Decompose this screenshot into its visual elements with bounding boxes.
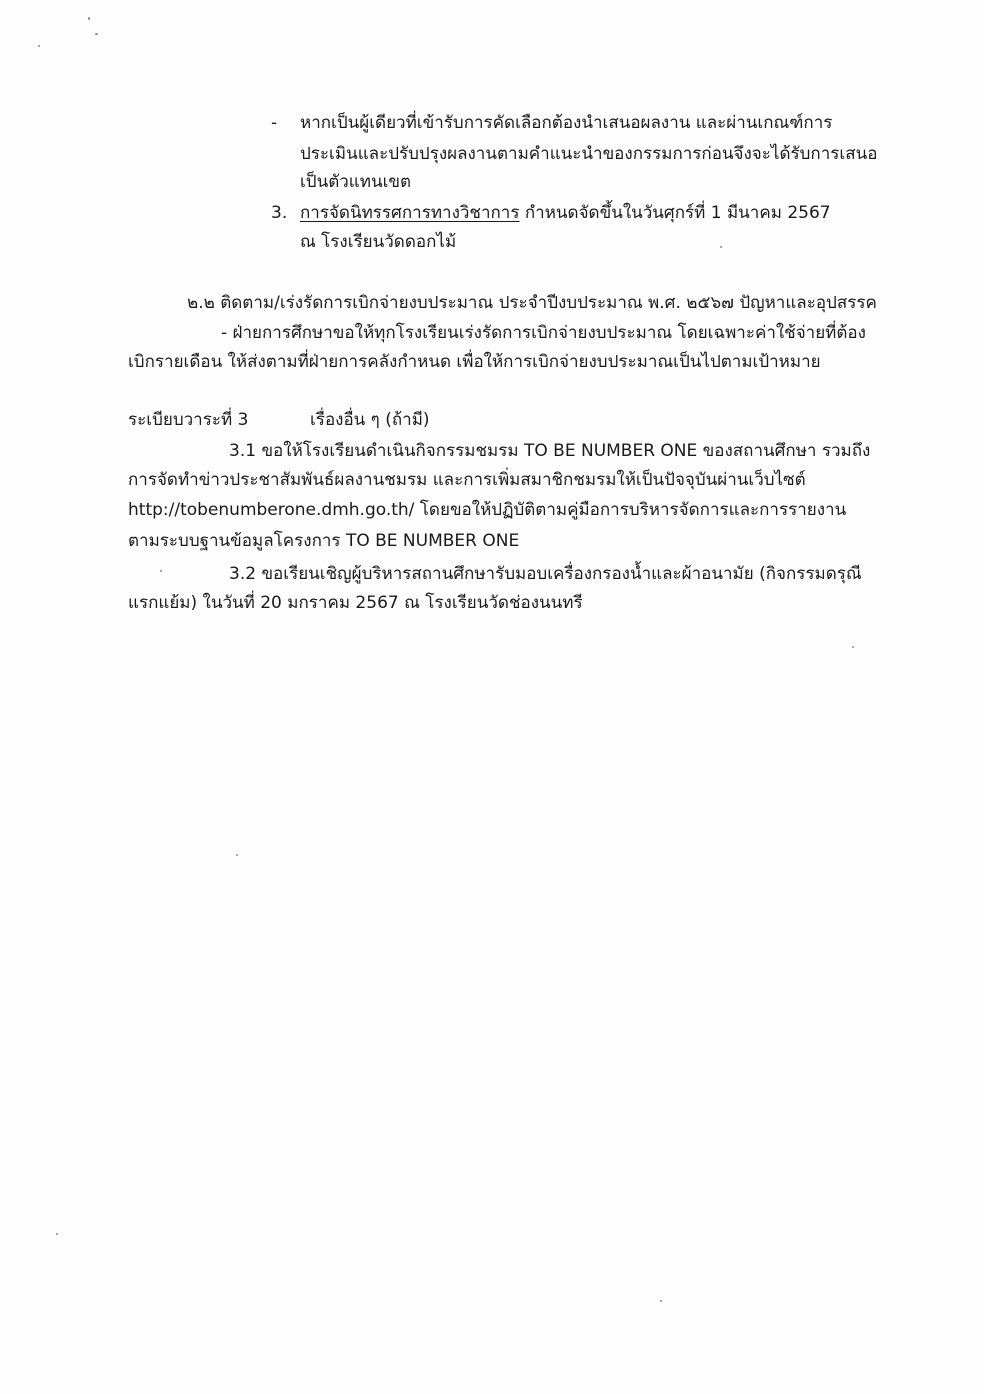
agenda3-label: ระเบียบวาระที่ 3 — [128, 410, 249, 430]
section-2-2-heading: ๒.๒ ติดตาม/เร่งรัดการเบิกจ่ายงบประมาณ ประจำปีงบประมาณ พ.ศ. ๒๕๖๗ ปัญหาและอุปสรรค — [187, 293, 877, 313]
scan-speck — [660, 1300, 662, 1302]
item3-number: 3. — [271, 203, 288, 223]
bullet-dash: - — [271, 113, 278, 133]
scan-speck — [160, 570, 162, 572]
scan-speck — [236, 854, 238, 856]
item3-line-2: ณ โรงเรียนวัดดอกไม้ — [300, 232, 457, 252]
item3-line-1 — [300, 202, 831, 224]
bullet-line-1: หากเป็นผู้เดียวที่เข้ารับการคัดเลือกต้องนำเสนอผลงาน และผ่านเกณฑ์การ — [300, 113, 833, 133]
scan-speck — [95, 33, 98, 35]
scan-speck — [88, 17, 90, 20]
bullet-line-3: เป็นตัวแทนเขต — [300, 172, 412, 192]
bullet-line-2: ประเมินและปรับปรุงผลงานตามคำแนะนำของกรรมการก่อนจึงจะได้รับการเสนอ — [300, 144, 878, 164]
section-2-2-line-2: เบิกรายเดือน ให้ส่งตามที่ฝ่ายการคลังกำหนด เพื่อให้การเบิกจ่ายงบประมาณเป็นไปตามเป้าหมาย — [128, 352, 821, 372]
item-3-1-line-3: http://tobenumberone.dmh.go.th/ โดยขอให้ปฏิบัติตามคู่มือการบริหารจัดการและการรายงาน — [128, 500, 847, 520]
item-3-1-line-1: 3.1 ขอให้โรงเรียนดำเนินกิจกรรมชมรม TO BE NUMBER ONE ของสถานศึกษา รวมถึง — [229, 441, 871, 461]
scan-speck — [38, 45, 40, 47]
section-2-2-line-1: - ฝ่ายการศึกษาขอให้ทุกโรงเรียนเร่งรัดการเบิกจ่ายงบประมาณ โดยเฉพาะค่าใช้จ่ายที่ต้อง — [221, 323, 866, 343]
item-3-1-line-2: การจัดทำข่าวประชาสัมพันธ์ผลงานชมรม และการเพิ่มสมาชิกชมรมให้เป็นปัจจุบันผ่านเว็บไซต์ — [128, 470, 806, 490]
item3-title: การจัดนิทรรศการทางวิชาการ — [300, 203, 520, 223]
scan-speck — [720, 246, 722, 248]
scan-speck — [852, 646, 854, 648]
item3-line-1-rest: กำหนดจัดขึ้นในวันศุกร์ที่ 1 มีนาคม 2567 — [519, 203, 831, 223]
item-3-2-line-1: 3.2 ขอเรียนเชิญผู้บริหารสถานศึกษารับมอบเครื่องกรองน้ำและผ้าอนามัย (กิจกรรมดรุณี — [229, 564, 862, 584]
scan-speck — [56, 1233, 58, 1235]
item-3-2-line-2: แรกแย้ม) ในวันที่ 20 มกราคม 2567 ณ โรงเรียนวัดช่องนนทรี — [128, 593, 583, 613]
agenda3-title: เรื่องอื่น ๆ (ถ้ามี) — [310, 410, 430, 430]
item-3-1-line-4: ตามระบบฐานข้อมูลโครงการ TO BE NUMBER ONE — [128, 531, 520, 551]
